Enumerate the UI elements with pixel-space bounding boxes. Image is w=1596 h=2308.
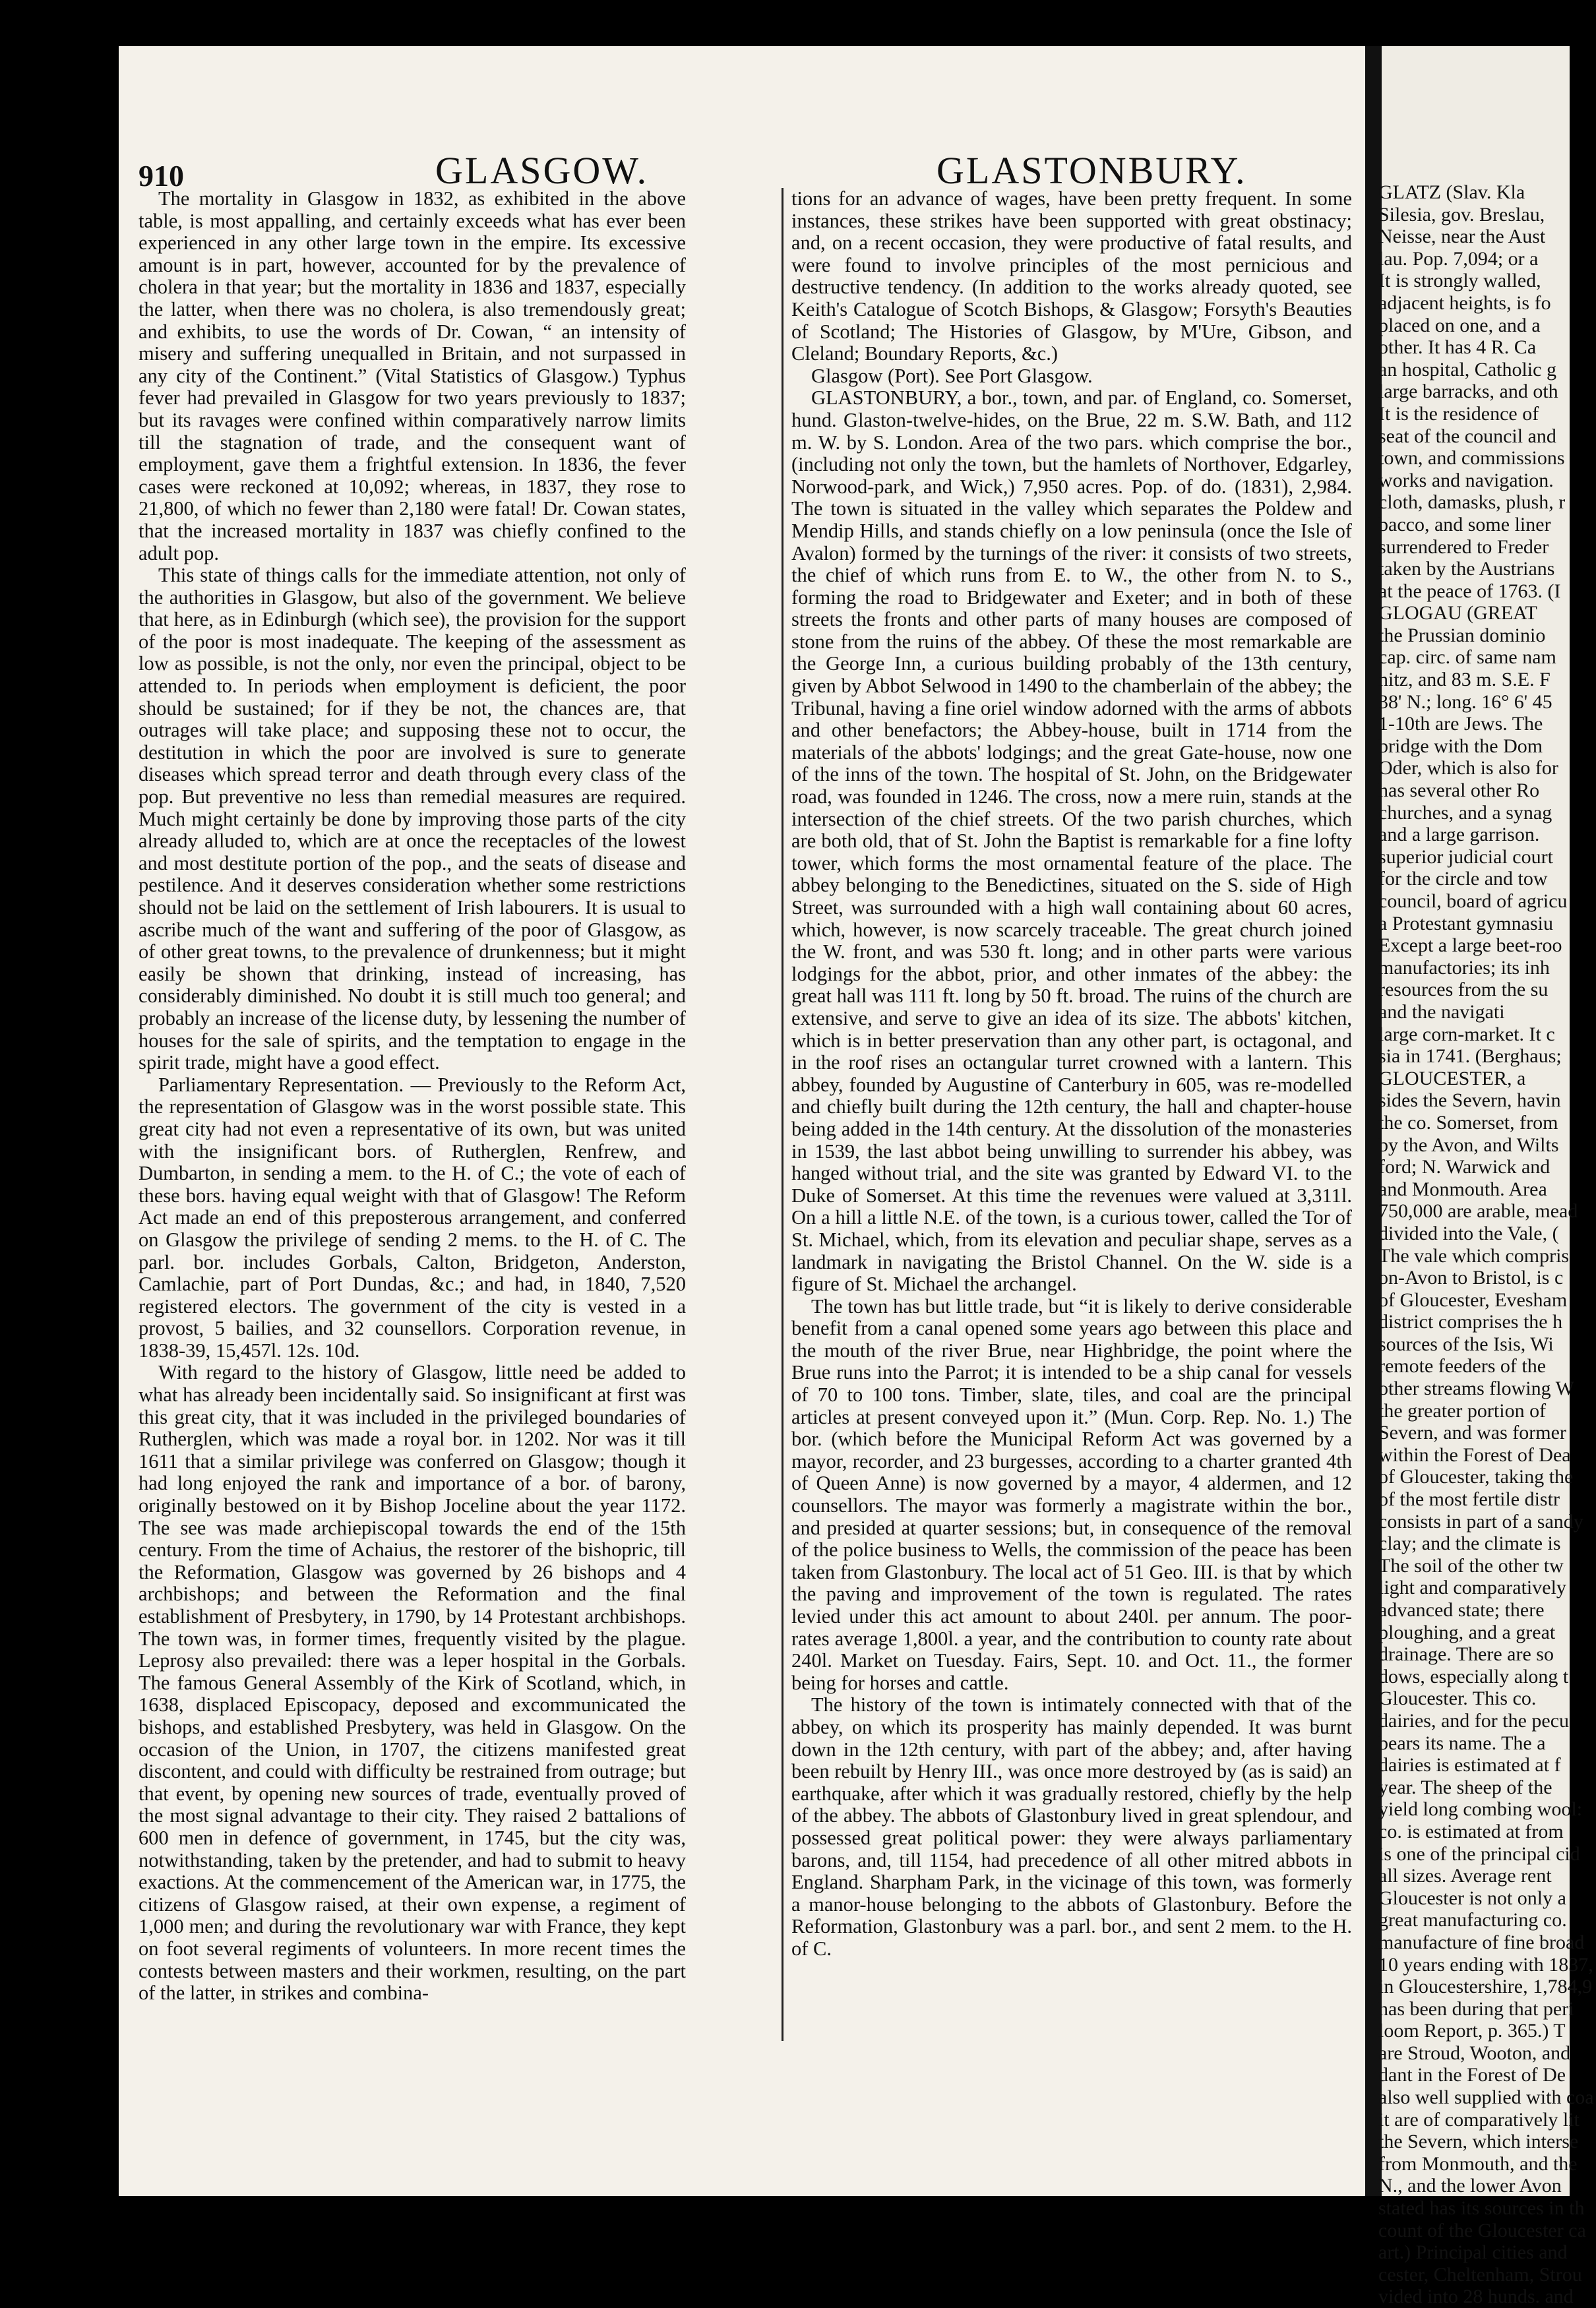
adjacent-page-line: Gloucester is not only a xyxy=(1378,1887,1566,1909)
adjacent-page-line: consists in part of a sandy xyxy=(1378,1510,1583,1533)
adjacent-page-line: lau. Pop. 7,094; or a xyxy=(1378,247,1539,270)
adjacent-page-line: drainage. There are so xyxy=(1378,1643,1554,1666)
adjacent-page-line: The soil of the other tw xyxy=(1378,1554,1564,1577)
adjacent-page-line: surrendered to Freder xyxy=(1378,535,1549,558)
adjacent-page-line: resources from the su xyxy=(1378,979,1549,1001)
paragraph-trade: The town has but little trade, but “it is likely to derive considerable benefit from a canal opened some years ago between this place and the mouth of the river Brue, near Highbridge, the point where the Brue runs into the Parrot; it is intended to be a ship canal for vessels of 70 to 100 tons. Timber, slate, tiles, and coal are the principal articles at present conveyed upon it.” (Mun. Corp. Rep. No. 1.) The bor. (which before the Municipal Reform Act was governed by a mayor, recorder, and 23 burgesses, according to a charter granted 4th of Queen Anne) is now governed by a mayor, 4 aldermen, and 12 counsellors. The mayor was formerly a magistrate within the bor., and presided at quarter sessions; but, in consequence of the removal of the police business to Wells, the commission of the peace has been taken from Glastonbury. The local act of 51 Geo. III. is that by which the paving and improvement of the town is regulated. The rates levied under this act amount to about 240l. per annum. The poor-rates average 1,800l. a year, and the contribution to county rate about 240l. Market on Tuesday. Fairs, Sept. 10. and Oct. 11., the former being for horses and cattle. xyxy=(791,1294,1352,1694)
adjacent-page-line: Gloucester. This co. xyxy=(1378,1687,1537,1710)
column-rule xyxy=(782,188,783,2041)
adjacent-page-line: district comprises the h xyxy=(1378,1311,1563,1333)
adjacent-page-line: council, board of agricu xyxy=(1378,890,1568,912)
adjacent-page-line: GLATZ (Slav. Kla xyxy=(1378,181,1525,203)
adjacent-page-line: nitz, and 83 m. S.E. F xyxy=(1378,669,1550,691)
adjacent-page-line: art.) Principal cities and xyxy=(1378,2241,1568,2264)
adjacent-page-line: large corn-market. It c xyxy=(1378,1023,1555,1045)
adjacent-page-line: in Gloucestershire, 1,784,9 xyxy=(1378,1976,1593,1998)
adjacent-page-line: cester, Cheltenham, Strou xyxy=(1378,2263,1582,2286)
adjacent-page-line: is one of the principal cid xyxy=(1378,1842,1580,1865)
adjacent-page-line: dant in the Forest of De xyxy=(1378,2064,1566,2086)
adjacent-page-line: divided into the Vale, ( xyxy=(1378,1222,1559,1244)
adjacent-page-line: a Protestant gymnasiu xyxy=(1378,912,1553,934)
adjacent-page-line: superior judicial court xyxy=(1378,845,1553,868)
running-head-left: GLASGOW. xyxy=(435,149,649,192)
adjacent-page-line: 10 years ending with 1837, xyxy=(1378,1953,1593,1976)
adjacent-page-line: loom Report, p. 365.) T xyxy=(1378,2020,1566,2042)
paragraph-town-history: The history of the town is intimately connected with that of the abbey, on which its prosperity has mainly depended. It was burnt down in the 12th century, with part of the abbey; and, after having been rebuilt by Henry III., was once more destroyed by (as is said) an earthquake, after which it was gradually restored, chiefly by the help of the abbey. The abbots of Glastonbury lived in great splendour, and possessed great political power: they were always parliamentary barons, and, till 1154, had precedence of all other mitred abbots in England. Sharpham Park, in the vicinage of this town, was formerly a manor-house belonging to the abbots of Glastonbury. Before the Reformation, Glastonbury was a parl. bor., and sent 2 mem. to the H. of C. xyxy=(791,1693,1352,1960)
adjacent-page-line: remote feeders of the xyxy=(1378,1355,1547,1378)
adjacent-page-line: works and navigation. xyxy=(1378,469,1554,491)
adjacent-page-column xyxy=(1378,181,1596,2308)
adjacent-page-line: manufactories; its inh xyxy=(1378,956,1550,979)
adjacent-page-line: advanced state; there xyxy=(1378,1599,1545,1621)
adjacent-page-line: light and comparatively xyxy=(1378,1577,1566,1599)
running-head-right: GLASTONBURY. xyxy=(936,149,1247,192)
adjacent-page-line: N., and the lower Avon xyxy=(1378,2175,1562,2197)
adjacent-page-line: from Monmouth, and the xyxy=(1378,2152,1578,2175)
page-number: 910 xyxy=(138,159,184,193)
paragraph-poor-relief: This state of things calls for the immediate attention, not only of the authorities in Glasgow, but also of the government. We believe that here, as in Edinburgh (which see), the provision for the support of the poor is most inadequate. The keeping of the assessment as low as possible, is not the only, nor even the principal, object to be attended to. In periods when employment is deficient, the poor should be sustained; for if they be not, the chances are, that outrages will take place; and supposing these not to occur, the destitution in which the poor are involved is sure to generate diseases which spread terror and death through every class of the pop. But preventive no less than remedial measures are required. Much might certainly be done by improving those parts of the city already alluded to, which are at once the receptacles of the lowest and most destitute portion of the pop., and the seats of disease and pestilence. And it deserves consideration whether some restrictions should not be laid on the settlement of Irish labourers. It is usual to ascribe much of the want and suffering of the poor of Glasgow, as of other great towns, to the prevalence of drunkenness; but it might easily be shown that drinking, instead of increasing, has considerably diminished. No doubt it is still much too general; and probably an increase of the license duty, by lessening the number of houses for the sale of spirits, and the temptation to engage in the spirit trade, might have a good effect. xyxy=(138,564,686,1074)
adjacent-page-line: other streams flowing W xyxy=(1378,1378,1574,1400)
adjacent-page-line: and Monmouth. Area xyxy=(1378,1178,1547,1200)
adjacent-page-line: Except a large beet-roo xyxy=(1378,934,1562,957)
adjacent-page-line: large barracks, and oth xyxy=(1378,380,1558,403)
adjacent-page-line: Oder, which is also for xyxy=(1378,757,1558,779)
adjacent-page-line: It is the residence of xyxy=(1378,402,1539,425)
adjacent-page-line: churches, and a synag xyxy=(1378,801,1552,824)
adjacent-page-line: yield long combing wool: xyxy=(1378,1798,1583,1821)
adjacent-page-line: count of the Gloucester ca xyxy=(1378,2219,1586,2241)
adjacent-page-line: within the Forest of Dea xyxy=(1378,1443,1571,1466)
adjacent-page-line: and the navigati xyxy=(1378,1000,1505,1023)
adjacent-page-line: cloth, damasks, plush, r xyxy=(1378,491,1566,514)
adjacent-page-line: town, and commissions xyxy=(1378,447,1565,470)
adjacent-page-line: It is strongly walled, xyxy=(1378,270,1541,292)
adjacent-page-line: dairies, and for the pecu xyxy=(1378,1709,1570,1732)
adjacent-page-line: by the Avon, and Wilts xyxy=(1378,1134,1559,1156)
adjacent-page-line: seat of the council and xyxy=(1378,425,1556,447)
adjacent-page-line: dairies is estimated at f xyxy=(1378,1754,1561,1777)
adjacent-page-line: Neisse, near the Aust xyxy=(1378,226,1546,248)
adjacent-page-line: of the most fertile distr xyxy=(1378,1488,1560,1511)
adjacent-page-line: all sizes. Average rent xyxy=(1378,1865,1552,1887)
left-column xyxy=(138,188,686,2005)
adjacent-page-line: vided into 28 hunds. and xyxy=(1378,2286,1574,2308)
adjacent-page-line: an hospital, Catholic g xyxy=(1378,358,1556,380)
adjacent-page-line: other. It has 4 R. Ca xyxy=(1378,336,1537,359)
adjacent-page-line: it are of comparatively lit xyxy=(1378,2108,1580,2131)
adjacent-page-line: are Stroud, Wooton, and xyxy=(1378,2042,1571,2064)
adjacent-page-line: also well supplied with coa xyxy=(1378,2086,1594,2109)
adjacent-page-line: Severn, and was former xyxy=(1378,1422,1566,1444)
adjacent-page-line: ford; N. Warwick and xyxy=(1378,1156,1550,1178)
adjacent-page-line: bacco, and some liner xyxy=(1378,513,1551,535)
adjacent-page-line: of Gloucester, Evesham xyxy=(1378,1289,1568,1311)
entry-glastonbury: GLASTONBURY, a bor., town, and par. of England, co. Somerset, hund. Glaston-twelve-hides, on the Brue, 22 m. S.W. Bath, and 112 m. W. by S. London. Area of the two pars. which comprise the bor., (including not only the town, but the hamlets of Northover, Edgarley, Norwood-park, and Wick,) 7,950 acres. Pop. of do. (1831), 2,984. The town is situated in the valley which separates the Poldew and Mendip Hills, and stands chiefly on a low peninsula (once the Isle of Avalon) formed by the turnings of the river: it consists of two streets, the chief of which runs from E. to W., the other from N. to S., forming the road to Bridgewater and Exeter; and in both of these streets the fronts and other parts of many houses are composed of stone from the ruins of the abbey. Of these the most remarkable are the George Inn, a curious building probably of the 13th century, given by Abbot Selwood in 1490 to the chamberlain of the abbey; the Tribunal, having a fine oriel window adorned with the arms of abbots and other benefactors; the Abbey-house, built in 1714 from the materials of the abbots' lodgings; and the great Gate-house, now one of the inns of the town. The hospital of St. John, on the Bridgewater road, was founded in 1246. The cross, now a mere ruin, stands at the intersection of the chief streets. Of the two parish churches, which are both old, that of St. John the Baptist is remarkable for a fine lofty tower, which forms the most ornamental feature of the place. The abbey belonging to the Benedictines, situated on the S. side of High Street, was surrounded with a high wall containing about 60 acres, which, however, is now scarcely traceable. The great church joined the W. front, and was 530 ft. long; and in other parts were various lodgings for the abbot, prior, and other inmates of the abbey: the great hall was 111 ft. long by 50 ft. broad. The ruins of the church are extensive, and serve to give an idea of its size. The abbots' kitchen, which is in better preservation than any other part, is octagonal, and in the roof rises an octangular turret crowned with a lantern. This abbey, founded by Augustine of Canterbury in 605, was re-modelled and chiefly built during the 12th century, the hall and chapter-house being added in the 14th century. At the dissolution of the monasteries in 1539, the last abbot being unwilling to surrender his abbey, was hanged without trial, and the site was granted by Edward VI. to the Duke of Somerset. At this time the revenues were valued at 3,311l. On a hill a little N.E. of the town, is a curious tower, called the Tor of St. Michael, which, from its elevation and peculiar shape, serves as a landmark in navigating the Bristol Channel. On the W. side is a figure of St. Michael the archangel. xyxy=(791,386,1352,1296)
adjacent-page-line: dows, especially along t xyxy=(1378,1665,1569,1687)
adjacent-page-line: bridge with the Dom xyxy=(1378,735,1543,757)
adjacent-page-line: sides the Severn, havin xyxy=(1378,1089,1561,1112)
adjacent-page-line: 1-10th are Jews. The xyxy=(1378,713,1543,735)
adjacent-page-line: 750,000 are arable, mead xyxy=(1378,1200,1578,1223)
paragraph-mortality: The mortality in Glasgow in 1832, as exhibited in the above table, is most appalling, and certainly exceeds what has ever been experienced in any other large town in the empire. Its excessive amount is in part, however, accounted for by the prevalence of cholera in that year; but the mortality in 1836 and 1837, especially the latter, when there was no cholera, is also tremendously great; and exhibits, to use the words of Dr. Cowan, “ an intensity of misery and suffering unequalled in Britain, and not surpassed in any city of the Continent.” (Vital Statistics of Glasgow.) Typhus fever had prevailed in Glasgow for two years previously to 1837; but its ravages were confined within comparatively narrow limits till the stagnation of trade, and the consequent want of employment, gave them a frightful extension. In 1836, the fever cases were reckoned at 10,092; whereas, in 1837, they rose to 21,800, of which no fewer than 2,180 were fatal! Dr. Cowan states, that the increased mortality in 1837 was chiefly confined to the adult pop. xyxy=(138,187,686,564)
adjacent-page-line: the co. Somerset, from xyxy=(1378,1111,1558,1134)
adjacent-page-line: ploughing, and a great xyxy=(1378,1621,1556,1643)
adjacent-page-line: GLOUCESTER, a xyxy=(1378,1067,1526,1089)
adjacent-page-line: has been during that peri xyxy=(1378,1997,1574,2020)
adjacent-page-line: on-Avon to Bristol, is c xyxy=(1378,1267,1564,1289)
adjacent-page-line: of Gloucester, taking the xyxy=(1378,1466,1574,1488)
adjacent-page-line: cap. circ. of same nam xyxy=(1378,646,1556,669)
adjacent-page-line: the greater portion of xyxy=(1378,1399,1547,1422)
adjacent-page-line: clay; and the climate is xyxy=(1378,1533,1561,1555)
paragraph-strikes: tions for an advance of wages, have been pretty frequent. In some instances, these strikes have been supported with great obstinacy; and, on a recent occasion, they were productive of fatal results, and were found to involve principles of the most pernicious and destructive tendency. (In addition to the works already quoted, see Keith's Catalogue of Scotch Bishops, & Glasgow; Forsyth's Beauties of Scotland; The Histories of Glasgow, by M'Ure, Gibson, and Cleland; Boundary Reports, &c.) xyxy=(791,187,1352,365)
adjacent-page-line: placed on one, and a xyxy=(1378,314,1541,336)
adjacent-page-line: at the peace of 1763. (I xyxy=(1378,580,1561,602)
entry-glasgow-port: Glasgow (Port). See Port Glasgow. xyxy=(811,364,1093,387)
adjacent-page-line: manufacture of fine broad xyxy=(1378,1931,1585,1953)
paragraph-parliamentary-representation: Parliamentary Representation. — Previously to the Reform Act, the representation of Glasgow was in the worst possible state. This great city had not even a representative of its own, but was united with the insignificant bors. of Rutherglen, Renfrew, and Dumbarton, in sending a mem. to the H. of C.; the vote of each of these bors. having equal weight with that of Glasgow! The Reform Act made an end of this preposterous arrangement, and conferred on Glasgow the privilege of sending 2 mems. to the H. of C. The parl. bor. includes Gorbals, Calton, Bridgeton, Anderston, Camlachie, part of Port Dundas, &c.; and had, in 1840, 7,520 registered electors. The government of the city is vested in a provost, 5 bailies, and 32 counsellors. Corporation revenue, in 1838-39, 15,457l. 12s. 10d. xyxy=(138,1073,686,1362)
adjacent-page-line: the Prussian dominio xyxy=(1378,624,1546,646)
adjacent-page-line: co. is estimated at from xyxy=(1378,1820,1564,1842)
adjacent-page-line: Silesia, gov. Breslau, xyxy=(1378,203,1545,226)
adjacent-page-line: has several other Ro xyxy=(1378,779,1540,802)
adjacent-page-line: the Severn, which interse xyxy=(1378,2131,1579,2153)
adjacent-page-line: taken by the Austrians xyxy=(1378,558,1555,580)
adjacent-page-line: sources of the Isis, Wi xyxy=(1378,1333,1554,1355)
adjacent-page-line: great manufacturing co. xyxy=(1378,1909,1567,1931)
right-column xyxy=(791,188,1352,1960)
adjacent-page-line: 38' N.; long. 16° 6' 45 xyxy=(1378,690,1552,713)
adjacent-page-line: and a large garrison. xyxy=(1378,824,1540,846)
adjacent-page-line: stated has its sources in th xyxy=(1378,2197,1585,2220)
paragraph-history: With regard to the history of Glasgow, little need be added to what has already been incidentally said. So insignificant at first was this great city, that it was included in the privileged boundaries of Rutherglen, which was made a royal bor. in 1202. Nor was it till 1611 that a similar privilege was conferred on Glasgow; though it had long enjoyed the rank and importance of a bor. of barony, originally bestowed on it by Bishop Joceline about the year 1172. The see was made archiepiscopal towards the end of the 15th century. From the time of Achaius, the restorer of the bishopric, till the Reformation, Glasgow was governed by 26 bishops and 4 archbishops; and between the Reformation and the final establishment of Presbytery, in 1790, by 14 Protestant archbishops. The town was, in former times, frequently visited by the plague. Leprosy also prevailed: there was a leper hospital in the Gorbals. The famous General Assembly of the Kirk of Scotland, which, in 1638, displaced Episcopacy, deposed and excommunicated the bishops, and established Presbytery, was held in Glasgow. On the occasion of the Union, in 1707, the citizens manifested great discontent, and could with difficulty be restrained from outrage; but that event, by opening new sources of trade, eventually proved of the most signal advantage to their city. They raised 2 battalions of 600 men in defence of government, in 1745, but the city was, notwithstanding, taken by the pretender, and had to submit to heavy exactions. At the commencement of the American war, in 1775, the citizens of Glasgow raised, at their own expense, a regiment of 1,000 men; and during the revolutionary war with France, they kept on foot several regiments of volunteers. In more recent times the contests between masters and their workmen, resulting, on the part of the latter, in strikes and combina- xyxy=(138,1361,686,2005)
adjacent-page-line: adjacent heights, is fo xyxy=(1378,291,1551,314)
adjacent-page-line: sia in 1741. (Berghaus; xyxy=(1378,1045,1562,1068)
adjacent-page-line: year. The sheep of the xyxy=(1378,1776,1552,1798)
adjacent-page-line: The vale which compris xyxy=(1378,1244,1570,1267)
adjacent-page-line: GLOGAU (GREAT xyxy=(1378,602,1537,624)
adjacent-page-line: bears its name. The a xyxy=(1378,1732,1546,1754)
adjacent-page-line: for the circle and tow xyxy=(1378,868,1548,890)
